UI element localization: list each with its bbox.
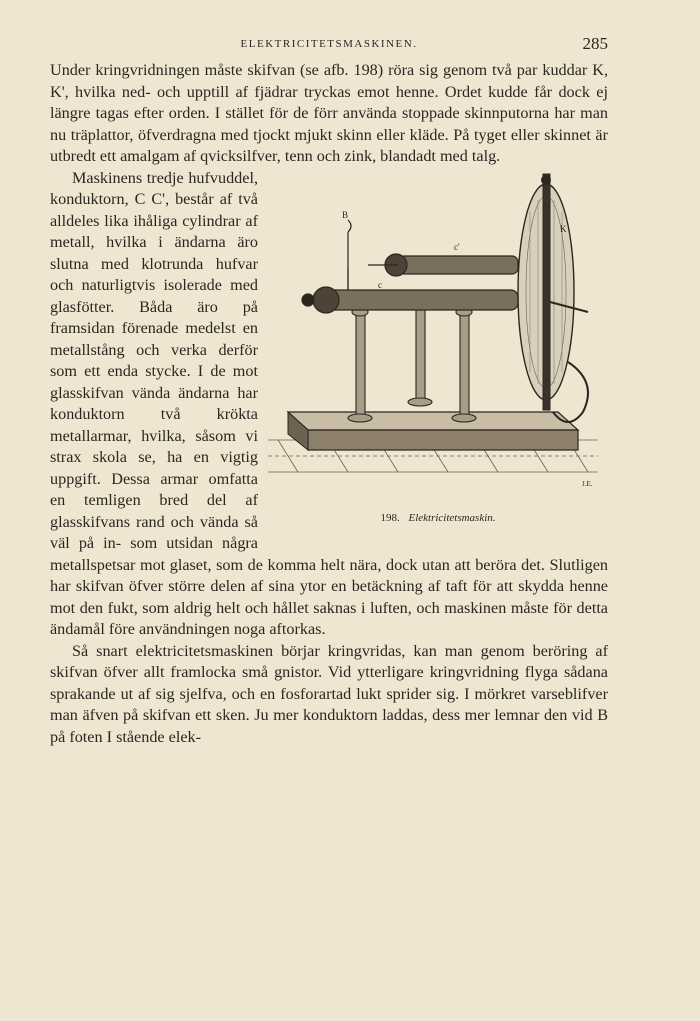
glass-feet <box>348 292 476 422</box>
paragraph-gnistor: Så snart elektricitetsmaskinen börjar kringvridas, kan man genom beröring af skifvan öfver allt framlocka små gnistor. Vid ytterligare kringvridning flyga sådana sprakande ut af sig sjelfva, och en fosforartad lukt sprider sig. I mörkret varseblifver man äfven på skifvan ett sken. Ju mer konduktorn laddas, dess mer lemnar den vid B på foten I stående elek- <box>50 641 608 746</box>
figure-electric-machine <box>268 172 608 534</box>
base-front <box>308 430 578 450</box>
base-top <box>288 412 578 430</box>
figure-caption <box>268 508 608 530</box>
conductor-cylinders <box>302 254 518 313</box>
label-b: B <box>342 209 349 220</box>
page-number: 285 <box>582 34 608 53</box>
label-c: c <box>378 279 382 290</box>
running-title: ELEKTRICITETSMASKINEN. <box>240 38 418 50</box>
label-k: K <box>560 223 567 234</box>
body-text <box>50 60 608 748</box>
paragraph-konduktorn: Maskinens tredje hufvuddel, konduktorn, C C', består af två alldeles lika ihåliga cylindrar af metall, hvilka i ändarna äro slutna med klotrunda hufvar och naturligtvis isolerade med glasfötter. Båda äro på framsidan förenade medelst en metallstång och verka derför som ett enda stycke. I de mot glasskifvan vända ändarna har konduktorn två krökta metallarmar, hvilka, såsom vi strax skola se, ha en vigtig uppgift. Dessa armar omfatta en temligen bred del af glasskifvans rand och vända så väl på in- som utsidan några metallspetsar mot glaset, som de komma helt nära, dock utan att beröra det. Slutligen har skifvan öfver större delen af sina ytor en betäckning af taft för att skydda henne mot den fukt, som aldrig helt och hållet saknas i luften, och maskinen måste för detta ändamål före användningen noga aftorkas. <box>50 168 608 638</box>
engraver-signature: J.E. <box>582 479 593 488</box>
label-c-prime: c' <box>454 241 460 252</box>
glass-disc <box>518 174 574 410</box>
discharger-b <box>348 220 351 290</box>
figure-number: 198. <box>380 512 400 524</box>
paragraph-kuddar: Under kringvridningen måste skifvan (se afb. 198) röra sig genom två par kuddar K, K', hvilka ned- och upptill af fjädrar tryckas emot henne. Ordet kudde får dock ej längre tagas efter orden. I stället för de förr använda stoppade skinnputorna har man nu träplattor, öfverdragna med tjockt mjukt skinn eller kläde. På tyget eller skinnet är utbredt ett amalgam af qvicksilfver, tenn och zink, blandadt med talg. <box>50 61 608 165</box>
electric-machine-illustration <box>268 172 608 510</box>
figure-title: Elektricitetsmaskin. <box>408 512 496 524</box>
page-header <box>50 34 608 56</box>
